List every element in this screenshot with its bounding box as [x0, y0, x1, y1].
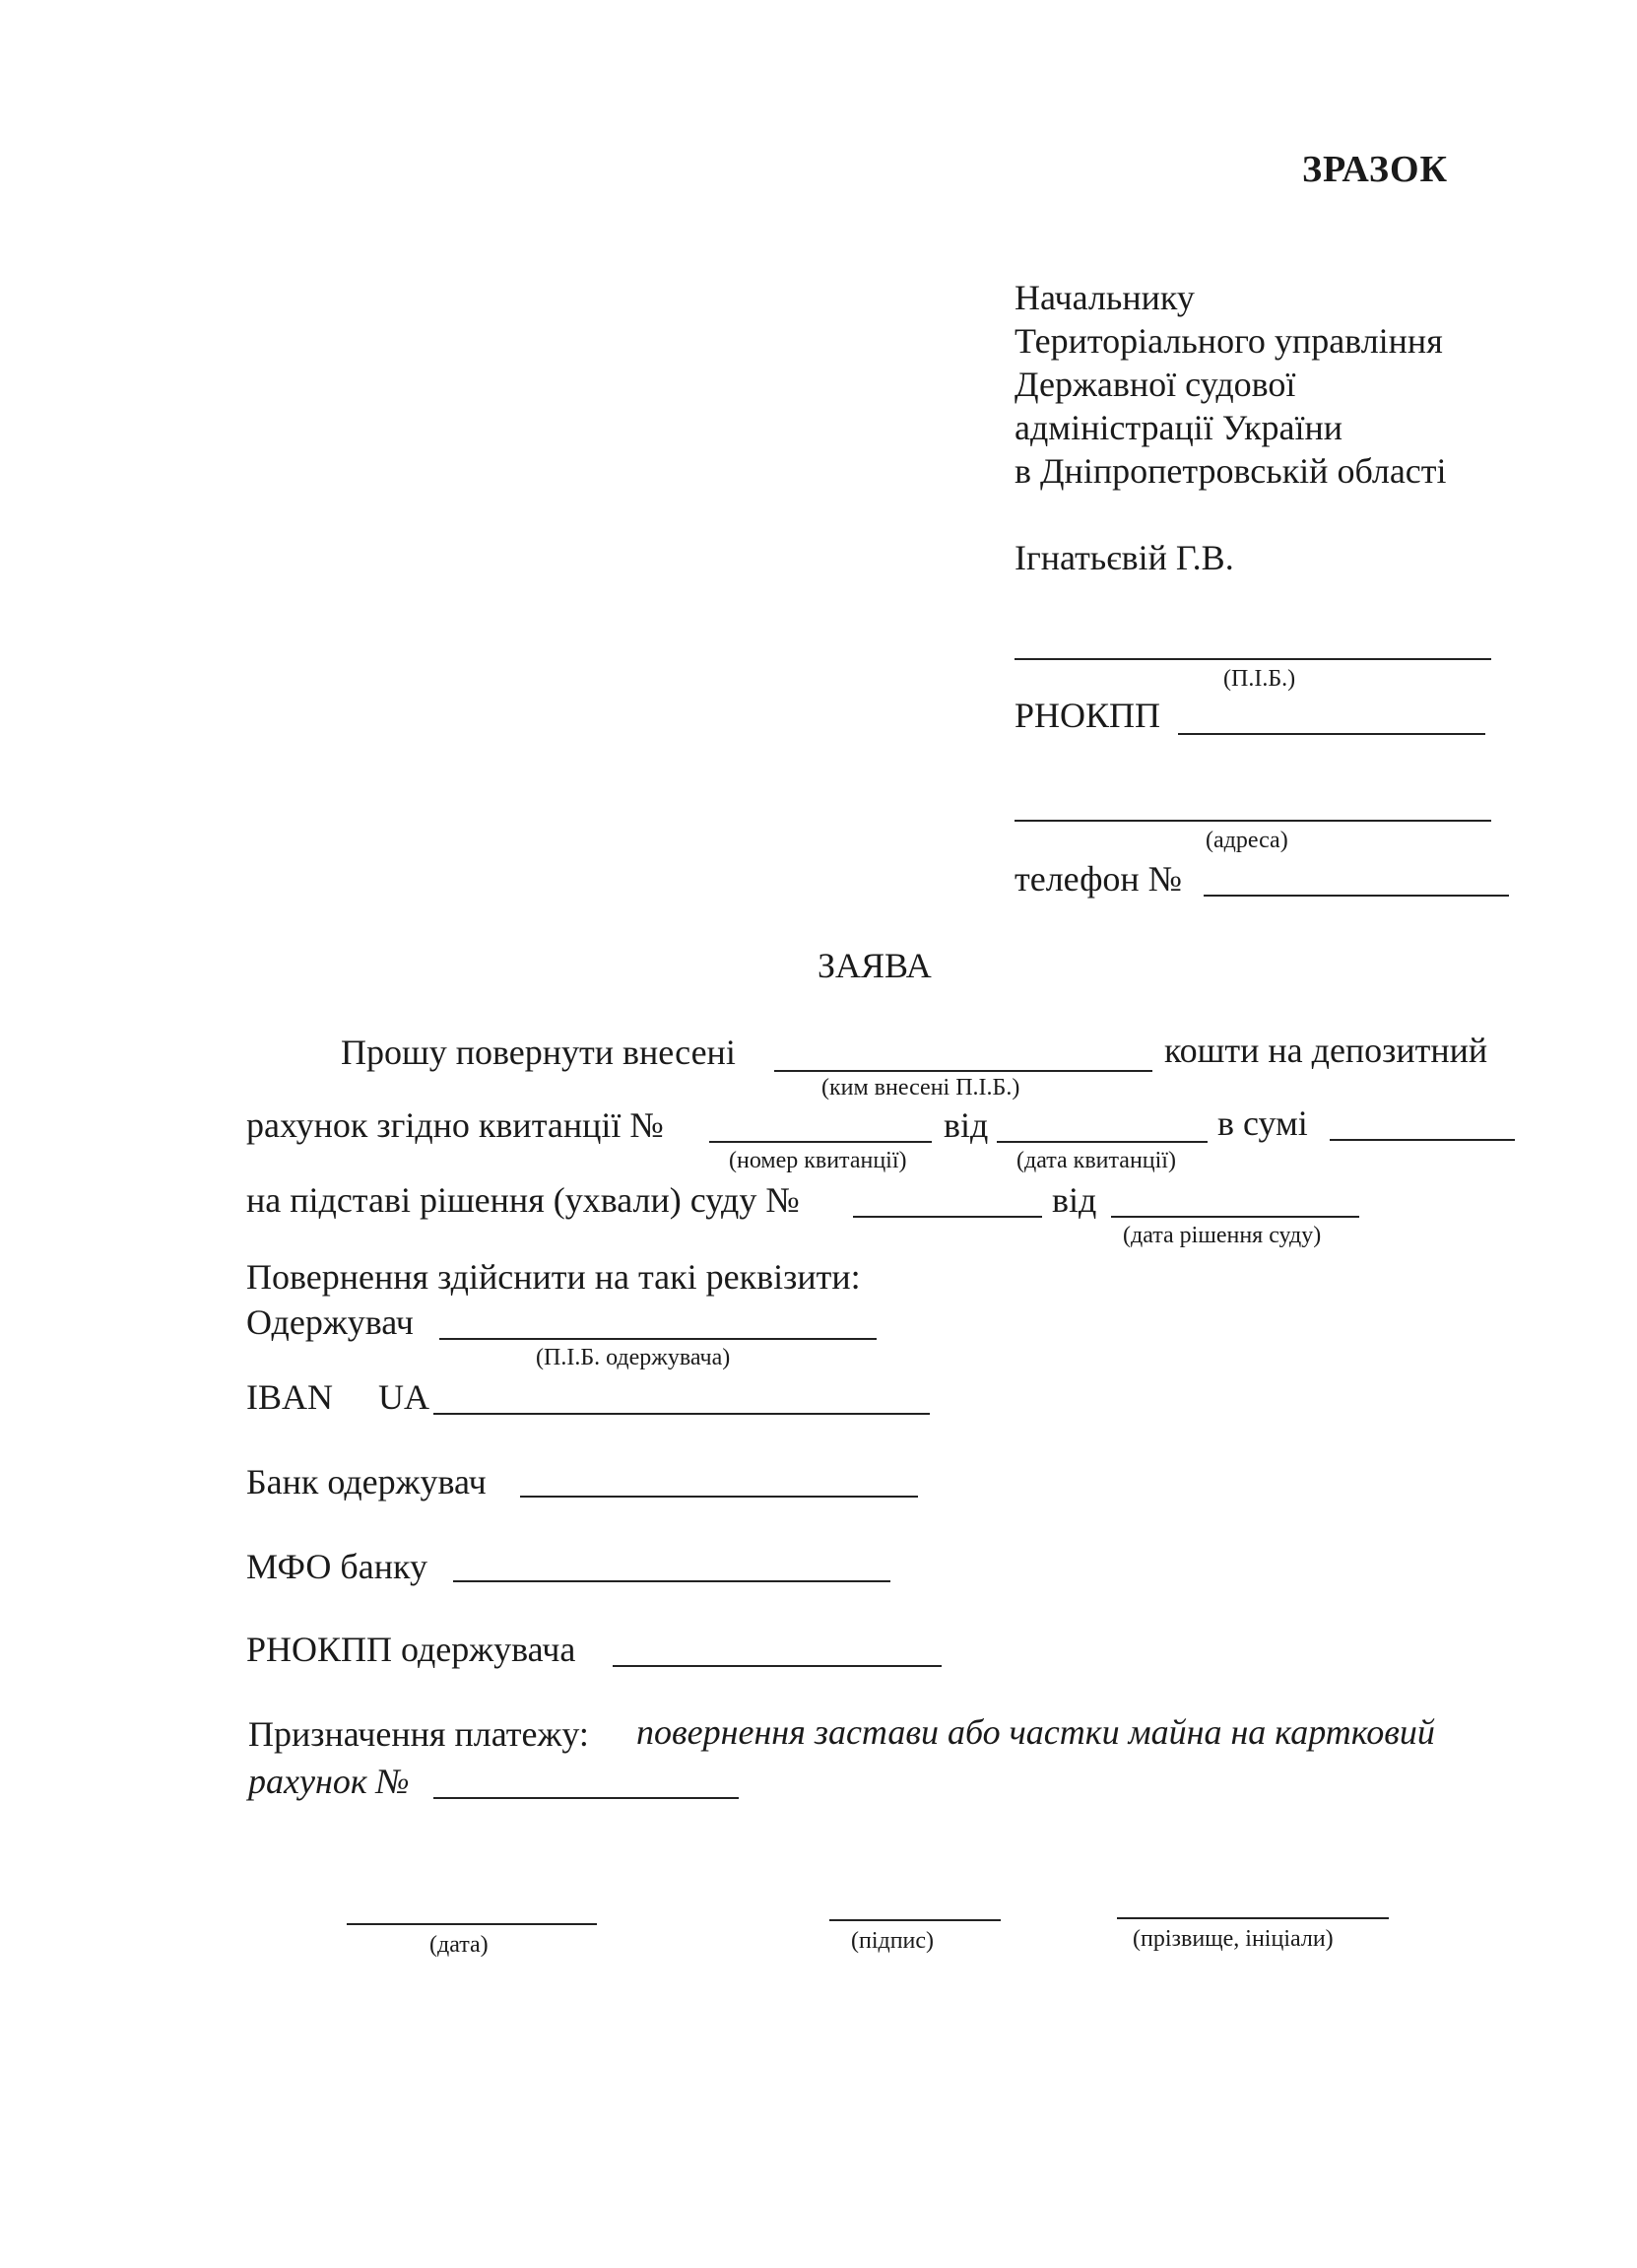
- addressee-line: Територіального управління: [1015, 321, 1443, 361]
- addressee-block: [1015, 276, 1447, 493]
- bank-label: Банк одержувач: [246, 1462, 487, 1501]
- addressee-line: Начальнику: [1015, 278, 1195, 317]
- depositor-name-field[interactable]: [774, 1070, 1152, 1072]
- deposit-account-text: кошти на депозитний: [1164, 1031, 1488, 1070]
- recipient-name-caption: (П.І.Б. одержувача): [536, 1345, 731, 1370]
- addressee-line: адміністрації України: [1015, 408, 1343, 447]
- addressee-line: в Дніпропетровській області: [1015, 451, 1447, 491]
- sample-label: ЗРАЗОК: [1302, 149, 1449, 190]
- depositor-name-caption: (ким внесені П.І.Б.): [821, 1075, 1020, 1101]
- tax-id-label: РНОКПП: [1015, 696, 1161, 735]
- address-caption: (адреса): [1206, 828, 1288, 853]
- account-label: рахунок №: [248, 1762, 410, 1801]
- signature-field[interactable]: [829, 1919, 1001, 1921]
- receipt-text: рахунок згідно квитанції №: [246, 1105, 664, 1145]
- receipt-number-caption: (номер квитанції): [729, 1148, 907, 1173]
- date-caption: (дата): [429, 1932, 489, 1958]
- phone-label: телефон №: [1015, 859, 1183, 899]
- sum-text: в сумі: [1217, 1103, 1308, 1143]
- court-from-text: від: [1052, 1180, 1097, 1220]
- mfo-label: МФО банку: [246, 1547, 427, 1586]
- recipient-tax-id-label: РНОКПП одержувача: [246, 1630, 576, 1669]
- name-initials-field[interactable]: [1117, 1917, 1389, 1919]
- recipient-label: Одержувач: [246, 1302, 414, 1342]
- court-date-caption: (дата рішення суду): [1123, 1223, 1322, 1248]
- signature-caption: (підпис): [851, 1928, 935, 1954]
- official-name: Ігнатьєвій Г.В.: [1015, 538, 1234, 577]
- bank-field[interactable]: [520, 1496, 918, 1498]
- name-initials-caption: (прізвище, ініціали): [1133, 1926, 1334, 1952]
- document-title: ЗАЯВА: [818, 946, 932, 985]
- court-decision-date-field[interactable]: [1111, 1216, 1359, 1218]
- court-decision-number-field[interactable]: [853, 1216, 1042, 1218]
- purpose-label: Призначення платежу:: [248, 1714, 589, 1754]
- mfo-field[interactable]: [453, 1580, 890, 1582]
- iban-label: IBAN: [246, 1377, 333, 1417]
- account-number-field[interactable]: [433, 1797, 739, 1799]
- return-request-text: Прошу повернути внесені: [341, 1033, 736, 1072]
- receipt-date-caption: (дата квитанції): [1016, 1148, 1176, 1173]
- receipt-from-text: від: [944, 1105, 989, 1145]
- tax-id-field[interactable]: [1178, 733, 1485, 735]
- receipt-date-field[interactable]: [997, 1141, 1208, 1143]
- applicant-name-field[interactable]: [1015, 658, 1491, 660]
- requisites-heading: Повернення здійснити на такі реквізити:: [246, 1257, 861, 1297]
- phone-field[interactable]: [1204, 895, 1509, 897]
- applicant-name-caption: (П.І.Б.): [1223, 666, 1296, 692]
- iban-field[interactable]: [433, 1413, 930, 1415]
- addressee-line: Державної судової: [1015, 365, 1296, 404]
- recipient-name-field[interactable]: [439, 1338, 877, 1340]
- court-decision-text: на підставі рішення (ухвали) суду №: [246, 1180, 800, 1220]
- address-field[interactable]: [1015, 820, 1491, 822]
- iban-prefix: UA: [378, 1377, 429, 1417]
- purpose-text: повернення застави або частки майна на картковий: [636, 1712, 1435, 1752]
- receipt-number-field[interactable]: [709, 1141, 932, 1143]
- date-field[interactable]: [347, 1923, 597, 1925]
- sum-field[interactable]: [1330, 1139, 1515, 1141]
- recipient-tax-id-field[interactable]: [613, 1665, 942, 1667]
